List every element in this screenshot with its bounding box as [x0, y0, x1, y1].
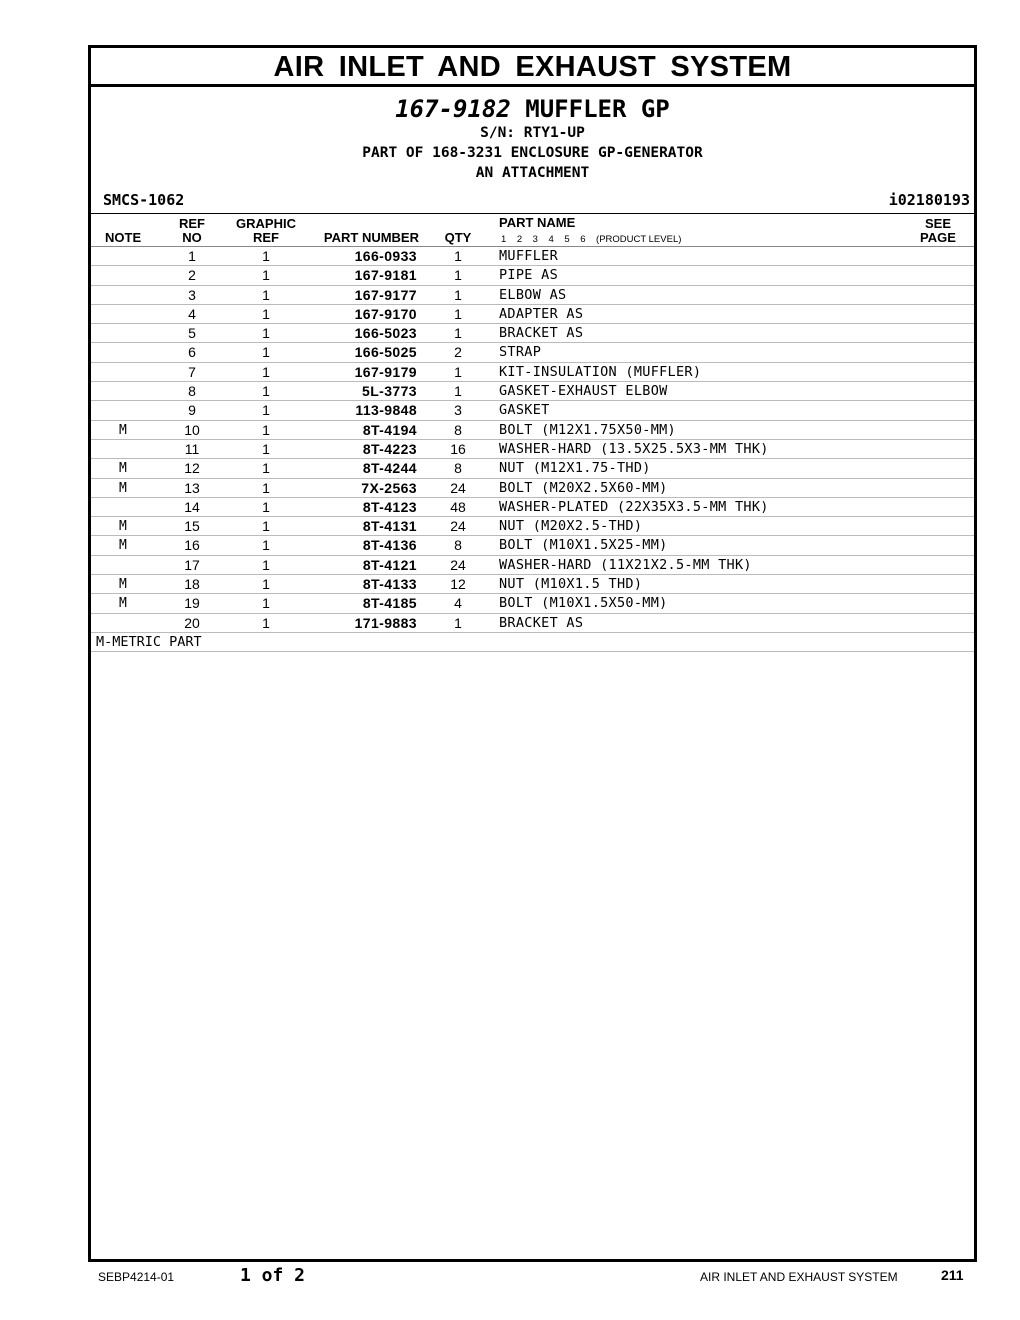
part-of-line: PART OF 168-3231 ENCLOSURE GP-GENERATOR [362, 145, 703, 161]
cell-part-number: 167-9170 [354, 305, 417, 322]
cell-qty: 48 [450, 498, 466, 515]
col-graphic-bottom: REF [253, 230, 279, 245]
table-row [91, 247, 974, 266]
table-row [91, 324, 974, 343]
cell-graphic-ref: 1 [262, 460, 270, 477]
cell-ref-no: 6 [188, 344, 196, 361]
cell-qty: 1 [454, 286, 462, 303]
col-ref-top: REF [179, 216, 205, 231]
col-see-top: SEE [924, 216, 951, 231]
cell-part-number: 8T-4133 [362, 576, 417, 593]
illustration-id: i02180193 [888, 191, 970, 209]
table-row [91, 343, 974, 362]
table-row [91, 614, 974, 633]
table-row [91, 517, 974, 536]
col-part-number: PART NUMBER [323, 230, 419, 245]
cell-note: M [119, 596, 127, 612]
footer-page-count: 1 of 2 [240, 1265, 306, 1286]
table-row [91, 479, 974, 498]
cell-ref-no: 16 [184, 537, 200, 554]
cell-graphic-ref: 1 [262, 421, 270, 438]
cell-part-number: 166-0933 [354, 248, 417, 264]
cell-graphic-ref: 1 [262, 267, 270, 284]
col-part-name: PART NAME [499, 215, 576, 230]
cell-part-number: 8T-4131 [362, 518, 417, 535]
col-ref-bottom: NO [182, 230, 202, 245]
cell-part-name: BOLT (M12X1.75X50-MM) [499, 421, 676, 438]
cell-part-name: BOLT (M10X1.5X50-MM) [499, 595, 668, 612]
parts-group-header [91, 87, 974, 214]
footnote: M-METRIC PART [91, 633, 974, 652]
table-row [91, 536, 974, 555]
col-graphic-top: GRAPHIC [236, 216, 296, 231]
cell-graphic-ref: 1 [262, 363, 270, 380]
cell-qty: 12 [450, 576, 466, 593]
page-frame [88, 45, 977, 1262]
cell-graphic-ref: 1 [262, 305, 270, 322]
serial-range: S/N: RTY1-UP [480, 125, 585, 141]
cell-graphic-ref: 1 [262, 248, 270, 264]
group-title [91, 95, 974, 123]
cell-ref-no: 9 [188, 402, 196, 419]
smcs-code: SMCS-1062 [103, 191, 185, 209]
cell-qty: 1 [454, 383, 462, 400]
cell-qty: 8 [454, 460, 462, 477]
cell-part-number: 8T-4244 [362, 460, 417, 477]
table-row [91, 556, 974, 575]
table-header [91, 214, 974, 247]
table-row [91, 286, 974, 305]
cell-part-number: 8T-4223 [362, 440, 417, 457]
cell-part-name: BOLT (M10X1.5X25-MM) [499, 537, 668, 554]
cell-part-name: NUT (M12X1.75-THD) [499, 460, 651, 477]
cell-ref-no: 2 [188, 267, 196, 284]
cell-graphic-ref: 1 [262, 383, 270, 400]
cell-graphic-ref: 1 [262, 402, 270, 419]
cell-qty: 4 [454, 595, 462, 612]
cell-graphic-ref: 1 [262, 286, 270, 303]
cell-graphic-ref: 1 [262, 344, 270, 361]
cell-graphic-ref: 1 [262, 518, 270, 535]
footer-doc-number: SEBP4214-01 [98, 1270, 175, 1284]
table-row [91, 575, 974, 594]
footer-page-number: 211 [941, 1267, 964, 1283]
table-row [91, 305, 974, 324]
cell-part-number: 8T-4185 [362, 595, 417, 612]
cell-part-number: 166-5023 [354, 325, 417, 342]
cell-ref-no: 20 [184, 614, 200, 631]
cell-part-name: WASHER-PLATED (22X35X3.5-MM THK) [499, 498, 769, 515]
cell-graphic-ref: 1 [262, 614, 270, 631]
col-note: NOTE [105, 230, 142, 245]
cell-part-name: GASKET-EXHAUST ELBOW [499, 383, 668, 400]
cell-part-name: BRACKET AS [499, 325, 584, 342]
table-row [91, 266, 974, 285]
cell-ref-no: 14 [184, 498, 200, 515]
parts-table-body [91, 247, 974, 633]
cell-part-number: 8T-4123 [362, 498, 417, 515]
cell-part-number: 5L-3773 [362, 383, 417, 400]
cell-graphic-ref: 1 [262, 556, 270, 573]
cell-note: M [119, 538, 127, 554]
cell-note: M [119, 577, 127, 593]
cell-note: M [119, 480, 127, 496]
cell-qty: 24 [450, 518, 466, 535]
cell-part-number: 8T-4136 [362, 537, 417, 554]
cell-graphic-ref: 1 [262, 440, 270, 457]
cell-part-number: 8T-4121 [362, 556, 417, 573]
cell-qty: 16 [450, 440, 466, 457]
cell-part-number: 167-9177 [354, 286, 417, 303]
section-title: AIR INLET AND EXHAUST SYSTEM [91, 48, 974, 87]
cell-ref-no: 3 [188, 286, 196, 303]
cell-part-name: KIT-INSULATION (MUFFLER) [499, 363, 702, 380]
cell-qty: 1 [454, 267, 462, 284]
attachment-line: AN ATTACHMENT [475, 165, 590, 181]
cell-qty: 1 [454, 325, 462, 342]
cell-part-name: NUT (M10X1.5 THD) [499, 576, 643, 593]
cell-part-number: 167-9179 [354, 363, 417, 380]
cell-part-name: ADAPTER AS [499, 305, 584, 322]
cell-part-name: NUT (M20X2.5-THD) [499, 518, 643, 535]
cell-qty: 1 [454, 614, 462, 631]
cell-qty: 8 [454, 421, 462, 438]
col-qty: QTY [444, 230, 472, 245]
cell-graphic-ref: 1 [262, 595, 270, 612]
cell-part-name: STRAP [499, 344, 542, 361]
group-part-number: 167-9182 [395, 95, 511, 123]
cell-part-number: 171-9883 [354, 614, 417, 631]
cell-ref-no: 5 [188, 325, 196, 342]
cell-part-number: 7X-2563 [361, 479, 417, 496]
col-see-bottom: PAGE [920, 230, 956, 245]
cell-graphic-ref: 1 [262, 325, 270, 342]
cell-part-name: BOLT (M20X2.5X60-MM) [499, 479, 668, 496]
cell-qty: 3 [454, 402, 462, 419]
cell-ref-no: 12 [184, 460, 200, 477]
cell-graphic-ref: 1 [262, 498, 270, 515]
cell-part-number: 113-9848 [355, 402, 417, 419]
cell-ref-no: 4 [188, 305, 196, 322]
cell-ref-no: 17 [184, 556, 200, 573]
cell-part-number: 166-5025 [354, 344, 417, 361]
cell-part-name: WASHER-HARD (13.5X25.5X3-MM THK) [499, 440, 769, 457]
cell-ref-no: 11 [184, 440, 200, 457]
cell-part-number: 8T-4194 [362, 421, 417, 438]
cell-qty: 8 [454, 537, 462, 554]
table-row [91, 382, 974, 401]
table-row [91, 440, 974, 459]
cell-part-name: PIPE AS [499, 267, 558, 284]
cell-ref-no: 8 [188, 383, 196, 400]
table-row [91, 421, 974, 440]
cell-note: M [119, 519, 127, 535]
table-row [91, 401, 974, 420]
cell-part-name: MUFFLER [499, 248, 558, 264]
cell-note: M [119, 461, 127, 477]
cell-ref-no: 19 [184, 595, 200, 612]
cell-qty: 2 [454, 344, 462, 361]
cell-ref-no: 10 [184, 421, 200, 438]
cell-ref-no: 7 [188, 363, 196, 380]
cell-part-name: BRACKET AS [499, 614, 584, 631]
cell-ref-no: 13 [184, 479, 200, 496]
cell-qty: 24 [450, 479, 466, 496]
cell-part-name: WASHER-HARD (11X21X2.5-MM THK) [499, 556, 752, 573]
cell-part-name: GASKET [499, 402, 550, 419]
cell-note: M [119, 422, 127, 438]
cell-part-number: 167-9181 [354, 267, 417, 284]
col-product-levels: 1 2 3 4 5 6 (PRODUCT LEVEL) [501, 234, 682, 245]
cell-ref-no: 1 [188, 248, 196, 264]
cell-qty: 1 [454, 363, 462, 380]
cell-graphic-ref: 1 [262, 537, 270, 554]
cell-graphic-ref: 1 [262, 479, 270, 496]
cell-ref-no: 15 [184, 518, 200, 535]
table-row [91, 498, 974, 517]
table-row [91, 459, 974, 478]
table-row [91, 363, 974, 382]
group-part-name: MUFFLER GP [525, 95, 670, 123]
cell-graphic-ref: 1 [262, 576, 270, 593]
cell-qty: 1 [454, 248, 462, 264]
cell-part-name: ELBOW AS [499, 286, 567, 303]
footer-section-name: AIR INLET AND EXHAUST SYSTEM [700, 1270, 898, 1284]
table-row [91, 594, 974, 613]
cell-ref-no: 18 [184, 576, 200, 593]
cell-qty: 24 [450, 556, 466, 573]
cell-qty: 1 [454, 305, 462, 322]
